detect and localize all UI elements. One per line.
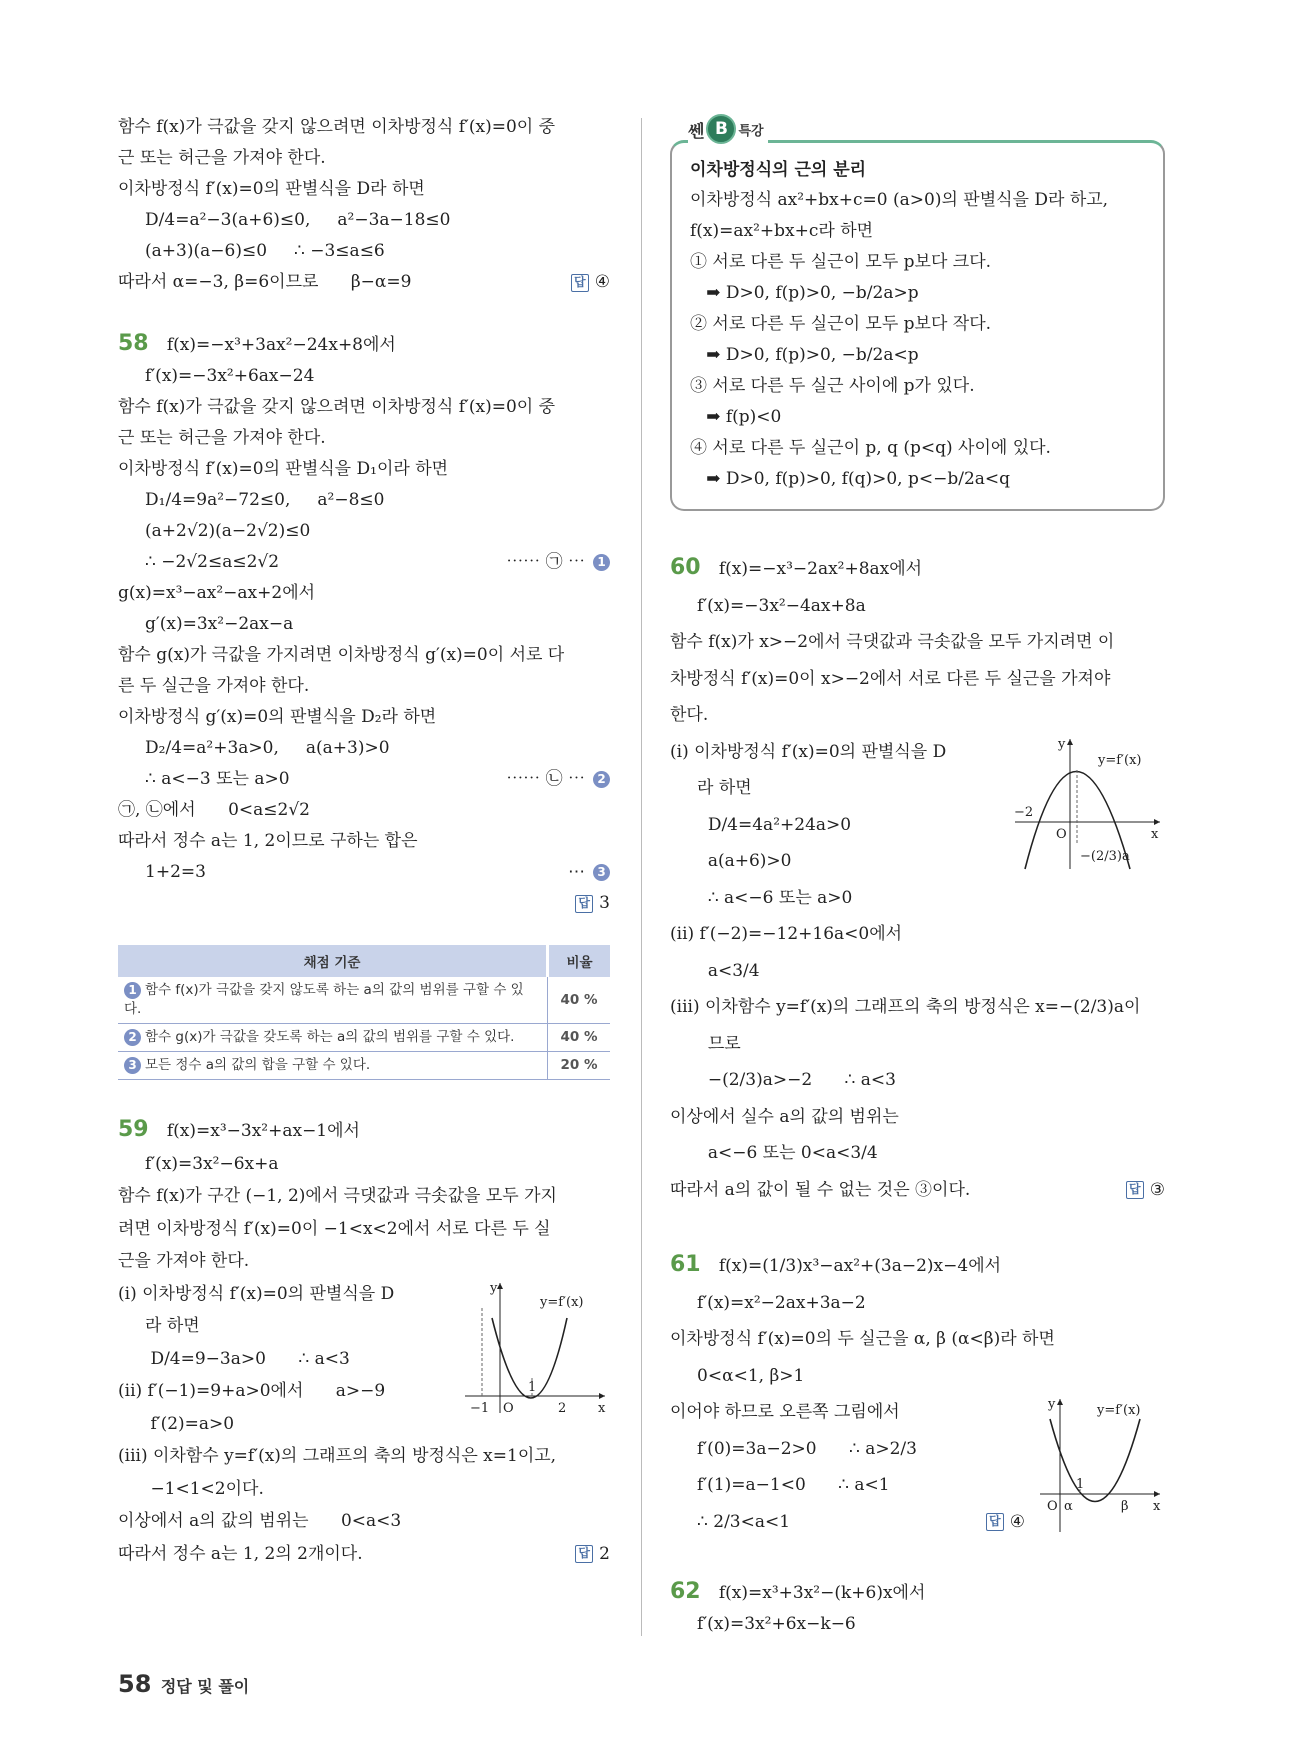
line-marker	[575, 1538, 610, 1571]
tick-label: −2	[1014, 804, 1034, 820]
criteria-text: 함수 f(x)가 극값을 갖지 않도록 하는 a의 값의 범위를 구할 수 있다.	[124, 982, 524, 1017]
solution-line	[118, 1213, 610, 1246]
line-text: f′(x)=x²−2ax+3a−2	[670, 1292, 866, 1313]
solution-line	[670, 1504, 1025, 1541]
solution-line	[118, 547, 610, 578]
line-text: 차방정식 f′(x)=0이 x>−2에서 서로 다른 두 실근을 가져야	[670, 668, 1111, 689]
solution-line	[118, 174, 610, 205]
solution-line	[670, 1285, 1165, 1322]
ssen-b-special-lecture-tag	[688, 114, 768, 144]
solution-line	[670, 989, 1165, 1026]
line-text: a(a+6)>0	[670, 851, 792, 871]
y-axis-label: y	[1058, 736, 1066, 752]
line-text: 따라서 정수 a는 1, 2의 2개이다.	[118, 1543, 363, 1564]
line-text: f′(x)=−3x²−4ax+8a	[670, 595, 866, 616]
solution-line	[670, 770, 1000, 807]
origin-label: O	[503, 1400, 514, 1416]
line-text: ㉠, ㉡에서 0<a≤2√2	[118, 800, 310, 820]
line-text: f(x)=−x³−2ax²+8ax에서	[702, 559, 923, 579]
line-text: 이차방정식 ax²+bx+c=0 (a>0)의 판별식을 D라 하고,	[690, 190, 1109, 210]
problem-58	[118, 328, 610, 919]
tick-label: −(2/3)a	[1080, 848, 1130, 864]
line-text: 근 또는 허근을 가져야 한다.	[118, 428, 326, 448]
solution-line	[118, 888, 610, 919]
solution-line	[118, 609, 610, 640]
answer-value: 2	[599, 1543, 610, 1564]
line-text: (i) 이차방정식 f′(x)=0의 판별식을 D	[118, 1283, 395, 1304]
line-text: 0<α<1, β>1	[670, 1365, 805, 1386]
line-text: f(x)=x³+3x²−(k+6)x에서	[702, 1583, 926, 1603]
line-text: 이어야 하므로 오른쪽 그림에서	[670, 1402, 900, 1422]
line-text: 이상에서 a의 값의 범위는 0<a<3	[118, 1511, 402, 1531]
tag-letter-badge: B	[706, 114, 736, 144]
problem-61	[670, 1248, 1165, 1540]
tick-label: β	[1121, 1499, 1129, 1514]
table-row	[118, 1024, 610, 1052]
solution-line	[118, 423, 610, 454]
solution-line	[690, 433, 1145, 464]
line-text: 따라서 a의 값이 될 수 없는 것은 ③이다.	[670, 1179, 971, 1200]
line-text: ➡ D>0, f(p)>0, −b/2a<p	[690, 345, 919, 365]
solution-line	[118, 640, 610, 671]
problem-62	[670, 1576, 1165, 1640]
solution-line	[118, 1148, 610, 1181]
solution-line	[118, 143, 610, 174]
line-text: a<−6 또는 0<a<3/4	[670, 1143, 878, 1163]
answer-icon: 답	[575, 1545, 593, 1563]
answer-value: 3	[599, 893, 610, 913]
solution-line	[690, 402, 1145, 433]
line-text: a<3/4	[670, 960, 760, 981]
solution-line	[118, 236, 610, 267]
solution-line	[118, 1343, 450, 1376]
header-ratio: 비율	[548, 945, 611, 977]
page-number: 58	[118, 1670, 152, 1698]
line-text: D/4=4a²+24a>0	[670, 814, 852, 835]
solution-line	[118, 1440, 610, 1473]
line-text: ➡ D>0, f(p)>0, −b/2a>p	[690, 283, 919, 303]
line-marker	[568, 857, 610, 888]
problem-number: 62	[670, 1579, 701, 1604]
line-text: 라 하면	[670, 778, 752, 798]
solution-line	[670, 953, 1165, 990]
line-marker	[571, 267, 610, 298]
answer-icon: 답	[986, 1513, 1004, 1531]
problem-number: 61	[670, 1252, 701, 1277]
tick-label: 1	[1076, 1477, 1085, 1492]
solution-line	[118, 516, 610, 547]
line-text: 이차방정식 f′(x)=0의 판별식을 D라 하면	[118, 179, 425, 199]
line-text: 함수 f(x)가 x>−2에서 극댓값과 극솟값을 모두 가지려면 이	[670, 632, 1115, 652]
line-text: ∴ a<−3 또는 a>0	[118, 769, 290, 789]
table-row	[118, 977, 610, 1024]
origin-label: O	[1047, 1499, 1058, 1514]
solution-line	[118, 1180, 610, 1213]
solution-line	[690, 340, 1145, 371]
line-text: f(x)=−x³+3ax²−24x+8에서	[150, 335, 396, 355]
line-text: 므로	[670, 1033, 741, 1054]
line-text: 른 두 실근을 가져야 한다.	[118, 676, 310, 696]
solution-line	[118, 733, 610, 764]
solution-line	[118, 671, 610, 702]
solution-line	[670, 880, 1165, 917]
solution-line	[690, 371, 1145, 402]
tick-label: α	[1064, 1499, 1073, 1514]
tag-suffix: 특강	[738, 123, 764, 139]
ratio: 40 %	[548, 977, 611, 1024]
solution-line	[670, 588, 1165, 625]
x-axis-label: x	[1151, 826, 1159, 842]
line-text: ∴ 2/3<a<1	[670, 1511, 791, 1532]
line-text: (i) 이차방정식 f′(x)=0의 판별식을 D	[670, 741, 947, 762]
tick-label: −1	[470, 1400, 490, 1416]
problem-number: 59	[118, 1117, 149, 1142]
right-column	[670, 110, 1165, 1640]
line-text: f(x)=ax²+bx+c라 하면	[690, 221, 874, 241]
line-text: 려면 이차방정식 f′(x)=0이 −1<x<2에서 서로 다른 두 실	[118, 1218, 551, 1239]
tip-box-content	[690, 155, 1145, 495]
line-text: (iii) 이차함수 y=f′(x)의 그래프의 축의 방정식은 x=−(2/3)a이	[670, 997, 1141, 1017]
line-text: D₁/4=9a²−72≤0, a²−8≤0	[118, 490, 385, 510]
line-text: 근 또는 허근을 가져야 한다.	[118, 148, 326, 168]
line-text: ∴ a<−6 또는 a>0	[670, 887, 853, 908]
line-text: (ii) f′(−2)=−12+16a<0에서	[670, 924, 903, 944]
solution-line	[670, 661, 1165, 698]
problem-60	[670, 551, 1165, 1208]
line-text: ① 서로 다른 두 실근이 모두 p보다 크다.	[690, 252, 992, 272]
ratio: 40 %	[548, 1024, 611, 1052]
table-row	[118, 1052, 610, 1080]
answer-icon: 답	[1126, 1181, 1144, 1199]
line-text: 함수 g(x)가 극값을 가지려면 이차방정식 g′(x)=0이 서로 다	[118, 645, 565, 665]
solution-line	[670, 807, 1000, 844]
y-axis-label: y	[1048, 1397, 1056, 1412]
solution-line	[118, 1375, 450, 1408]
line-marker	[1126, 1172, 1165, 1209]
line-text: ③ 서로 다른 두 실근 사이에 p가 있다.	[690, 376, 975, 396]
answer-value: ④	[594, 272, 610, 292]
footer-label: 정답 및 풀이	[160, 1677, 250, 1696]
problem-59	[118, 1114, 610, 1570]
step-badge: 1	[124, 982, 141, 999]
ratio: 20 %	[548, 1052, 611, 1080]
problem-number: 60	[670, 555, 701, 580]
solution-line	[118, 1538, 610, 1571]
line-marker	[506, 547, 610, 578]
line-text: 이차방정식 g′(x)=0의 판별식을 D₂라 하면	[118, 707, 437, 727]
reference-marker: ⋯⋯ ㉡ ⋯	[506, 769, 585, 789]
line-text: D/4=a²−3(a+6)≤0, a²−3a−18≤0	[118, 210, 451, 230]
step-badge: 1	[593, 554, 610, 571]
intro-solution	[118, 112, 610, 298]
curve-label: y=f′(x)	[1098, 752, 1142, 768]
line-text: 함수 f(x)가 극값을 갖지 않으려면 이차방정식 f′(x)=0이 중	[118, 397, 556, 417]
solution-line	[118, 857, 610, 888]
reference-marker: ⋯	[568, 862, 585, 882]
solution-line	[118, 1473, 610, 1506]
grading-table	[118, 945, 610, 1080]
line-marker	[575, 888, 610, 919]
solution-line	[670, 1172, 1165, 1209]
solution-line	[118, 454, 610, 485]
tip-box	[670, 140, 1165, 511]
solution-line	[670, 1394, 1025, 1431]
line-text: (a+3)(a−6)≤0 ∴ −3≤a≤6	[118, 241, 385, 261]
solution-line	[670, 624, 1165, 661]
left-column	[118, 112, 610, 1570]
line-text: 함수 f(x)가 극값을 갖지 않으려면 이차방정식 f′(x)=0이 중	[118, 117, 556, 137]
criteria-text: 함수 g(x)가 극값을 갖도록 하는 a의 값의 범위를 구할 수 있다.	[145, 1029, 515, 1045]
line-text: ➡ f(p)<0	[690, 407, 782, 427]
line-text: ∴ −2√2≤a≤2√2	[118, 552, 280, 572]
solution-line	[118, 578, 610, 609]
line-text: f(x)=(1/3)x³−ax²+(3a−2)x−4에서	[702, 1256, 1002, 1276]
solution-line	[118, 795, 610, 826]
solution-line	[118, 1310, 450, 1343]
answer-value: ③	[1149, 1179, 1165, 1200]
tip-section	[670, 110, 1165, 511]
origin-label: O	[1056, 826, 1067, 842]
line-text: ② 서로 다른 두 실근이 모두 p보다 작다.	[690, 314, 992, 334]
line-text: −1<1<2이다.	[118, 1478, 264, 1499]
solution-line	[670, 1321, 1165, 1358]
solution-line	[670, 1358, 1165, 1395]
graph-61	[1035, 1394, 1165, 1534]
solution-line	[670, 1062, 1165, 1099]
line-text: (ii) f′(−1)=9+a>0에서 a>−9	[118, 1381, 386, 1401]
column-divider	[641, 118, 642, 1636]
solution-line	[118, 361, 610, 392]
solution-line	[670, 1026, 1165, 1063]
solution-line	[118, 267, 610, 298]
solution-line	[670, 697, 1165, 734]
answer-icon: 답	[575, 895, 593, 913]
line-text: f′(x)=3x²+6x−k−6	[670, 1614, 856, 1634]
solution-line	[118, 1278, 450, 1311]
solution-line	[670, 551, 1165, 588]
solution-line	[118, 826, 610, 857]
tag-prefix: 쎈	[688, 121, 705, 142]
x-axis-label: x	[598, 1400, 606, 1416]
solution-line	[670, 734, 1000, 771]
solution-line	[118, 328, 610, 361]
step-badge: 3	[124, 1057, 141, 1074]
solution-line	[118, 764, 610, 795]
graph-59	[460, 1278, 610, 1418]
line-text: 이차방정식 f′(x)=0의 판별식을 D₁이라 하면	[118, 459, 449, 479]
line-text: 따라서 α=−3, β=6이므로 β−α=9	[118, 272, 412, 292]
line-text: g(x)=x³−ax²−ax+2에서	[118, 583, 316, 603]
line-text: f′(1)=a−1<0 ∴ a<1	[670, 1475, 890, 1495]
header-criteria: 채점 기준	[118, 945, 548, 977]
line-text: f′(2)=a>0	[118, 1413, 235, 1434]
curve-label: y=f′(x)	[1097, 1403, 1141, 1418]
line-marker	[506, 764, 610, 795]
solution-line	[118, 205, 610, 236]
line-text: 근을 가져야 한다.	[118, 1251, 250, 1271]
line-marker	[986, 1504, 1025, 1541]
criteria-text: 모든 정수 a의 값의 합을 구할 수 있다.	[145, 1057, 371, 1073]
line-text: ➡ D>0, f(p)>0, f(q)>0, p<−b/2a<q	[690, 469, 1011, 489]
line-text: D₂/4=a²+3a>0, a(a+3)>0	[118, 738, 390, 758]
solution-line	[690, 247, 1145, 278]
step-badge: 3	[593, 864, 610, 881]
line-text: −(2/3)a>−2 ∴ a<3	[670, 1070, 896, 1090]
line-text: 라 하면	[118, 1316, 200, 1336]
line-text: f′(0)=3a−2>0 ∴ a>2/3	[670, 1438, 917, 1459]
y-axis-label: y	[490, 1280, 498, 1296]
solution-line	[690, 185, 1145, 216]
solution-line	[670, 916, 1165, 953]
line-text: f′(x)=−3x²+6ax−24	[118, 366, 315, 386]
line-text: 함수 f(x)가 구간 (−1, 2)에서 극댓값과 극솟값을 모두 가지	[118, 1186, 557, 1206]
solution-line	[118, 1245, 610, 1278]
solution-line	[118, 1114, 610, 1148]
line-text: D/4=9−3a>0 ∴ a<3	[118, 1348, 350, 1369]
solution-line	[690, 464, 1145, 495]
solution-line	[118, 392, 610, 423]
solution-line	[690, 278, 1145, 309]
curve-label: y=f′(x)	[540, 1294, 584, 1310]
tick-label: 2	[558, 1400, 567, 1416]
step-badge: 2	[124, 1029, 141, 1046]
solution-line	[670, 1248, 1165, 1285]
solution-line	[670, 1467, 1025, 1504]
reference-marker: ⋯⋯ ㉠ ⋯	[506, 552, 585, 572]
line-text: f(x)=x³−3x²+ax−1에서	[150, 1121, 360, 1141]
solution-line	[670, 1609, 1165, 1640]
solution-line	[118, 1505, 610, 1538]
line-text: f′(x)=3x²−6x+a	[118, 1153, 279, 1174]
problem-number: 58	[118, 331, 149, 356]
line-text: (a+2√2)(a−2√2)≤0	[118, 521, 311, 541]
line-text: g′(x)=3x²−2ax−a	[118, 614, 294, 634]
line-text: ④ 서로 다른 두 실근이 p, q (p<q) 사이에 있다.	[690, 438, 1051, 458]
solution-line	[690, 216, 1145, 247]
solution-line	[118, 1408, 450, 1441]
answer-icon: 답	[571, 274, 589, 292]
page-footer	[118, 1670, 249, 1698]
step-badge: 2	[593, 771, 610, 788]
line-text: (iii) 이차함수 y=f′(x)의 그래프의 축의 방정식은 x=1이고,	[118, 1446, 557, 1466]
graph-60	[1010, 734, 1165, 874]
solution-line	[118, 702, 610, 733]
tick-label: 1	[528, 1379, 537, 1395]
solution-line	[670, 1576, 1165, 1609]
line-text: 따라서 정수 a는 1, 2이므로 구하는 합은	[118, 831, 418, 851]
solution-line	[118, 112, 610, 143]
x-axis-label: x	[1153, 1499, 1161, 1514]
answer-value: ④	[1009, 1511, 1025, 1532]
line-text: 한다.	[670, 705, 709, 725]
solution-line	[690, 309, 1145, 340]
line-text: 이차방정식 f′(x)=0의 두 실근을 α, β (α<β)라 하면	[670, 1329, 1055, 1349]
tip-box-title: 이차방정식의 근의 분리	[690, 160, 867, 180]
solution-line	[670, 1099, 1165, 1136]
solution-line	[670, 1431, 1025, 1468]
line-text: 이상에서 실수 a의 값의 범위는	[670, 1106, 899, 1127]
solution-line	[118, 485, 610, 516]
solution-line	[670, 1135, 1165, 1172]
line-text: 1+2=3	[118, 862, 206, 882]
solution-line	[670, 843, 1000, 880]
